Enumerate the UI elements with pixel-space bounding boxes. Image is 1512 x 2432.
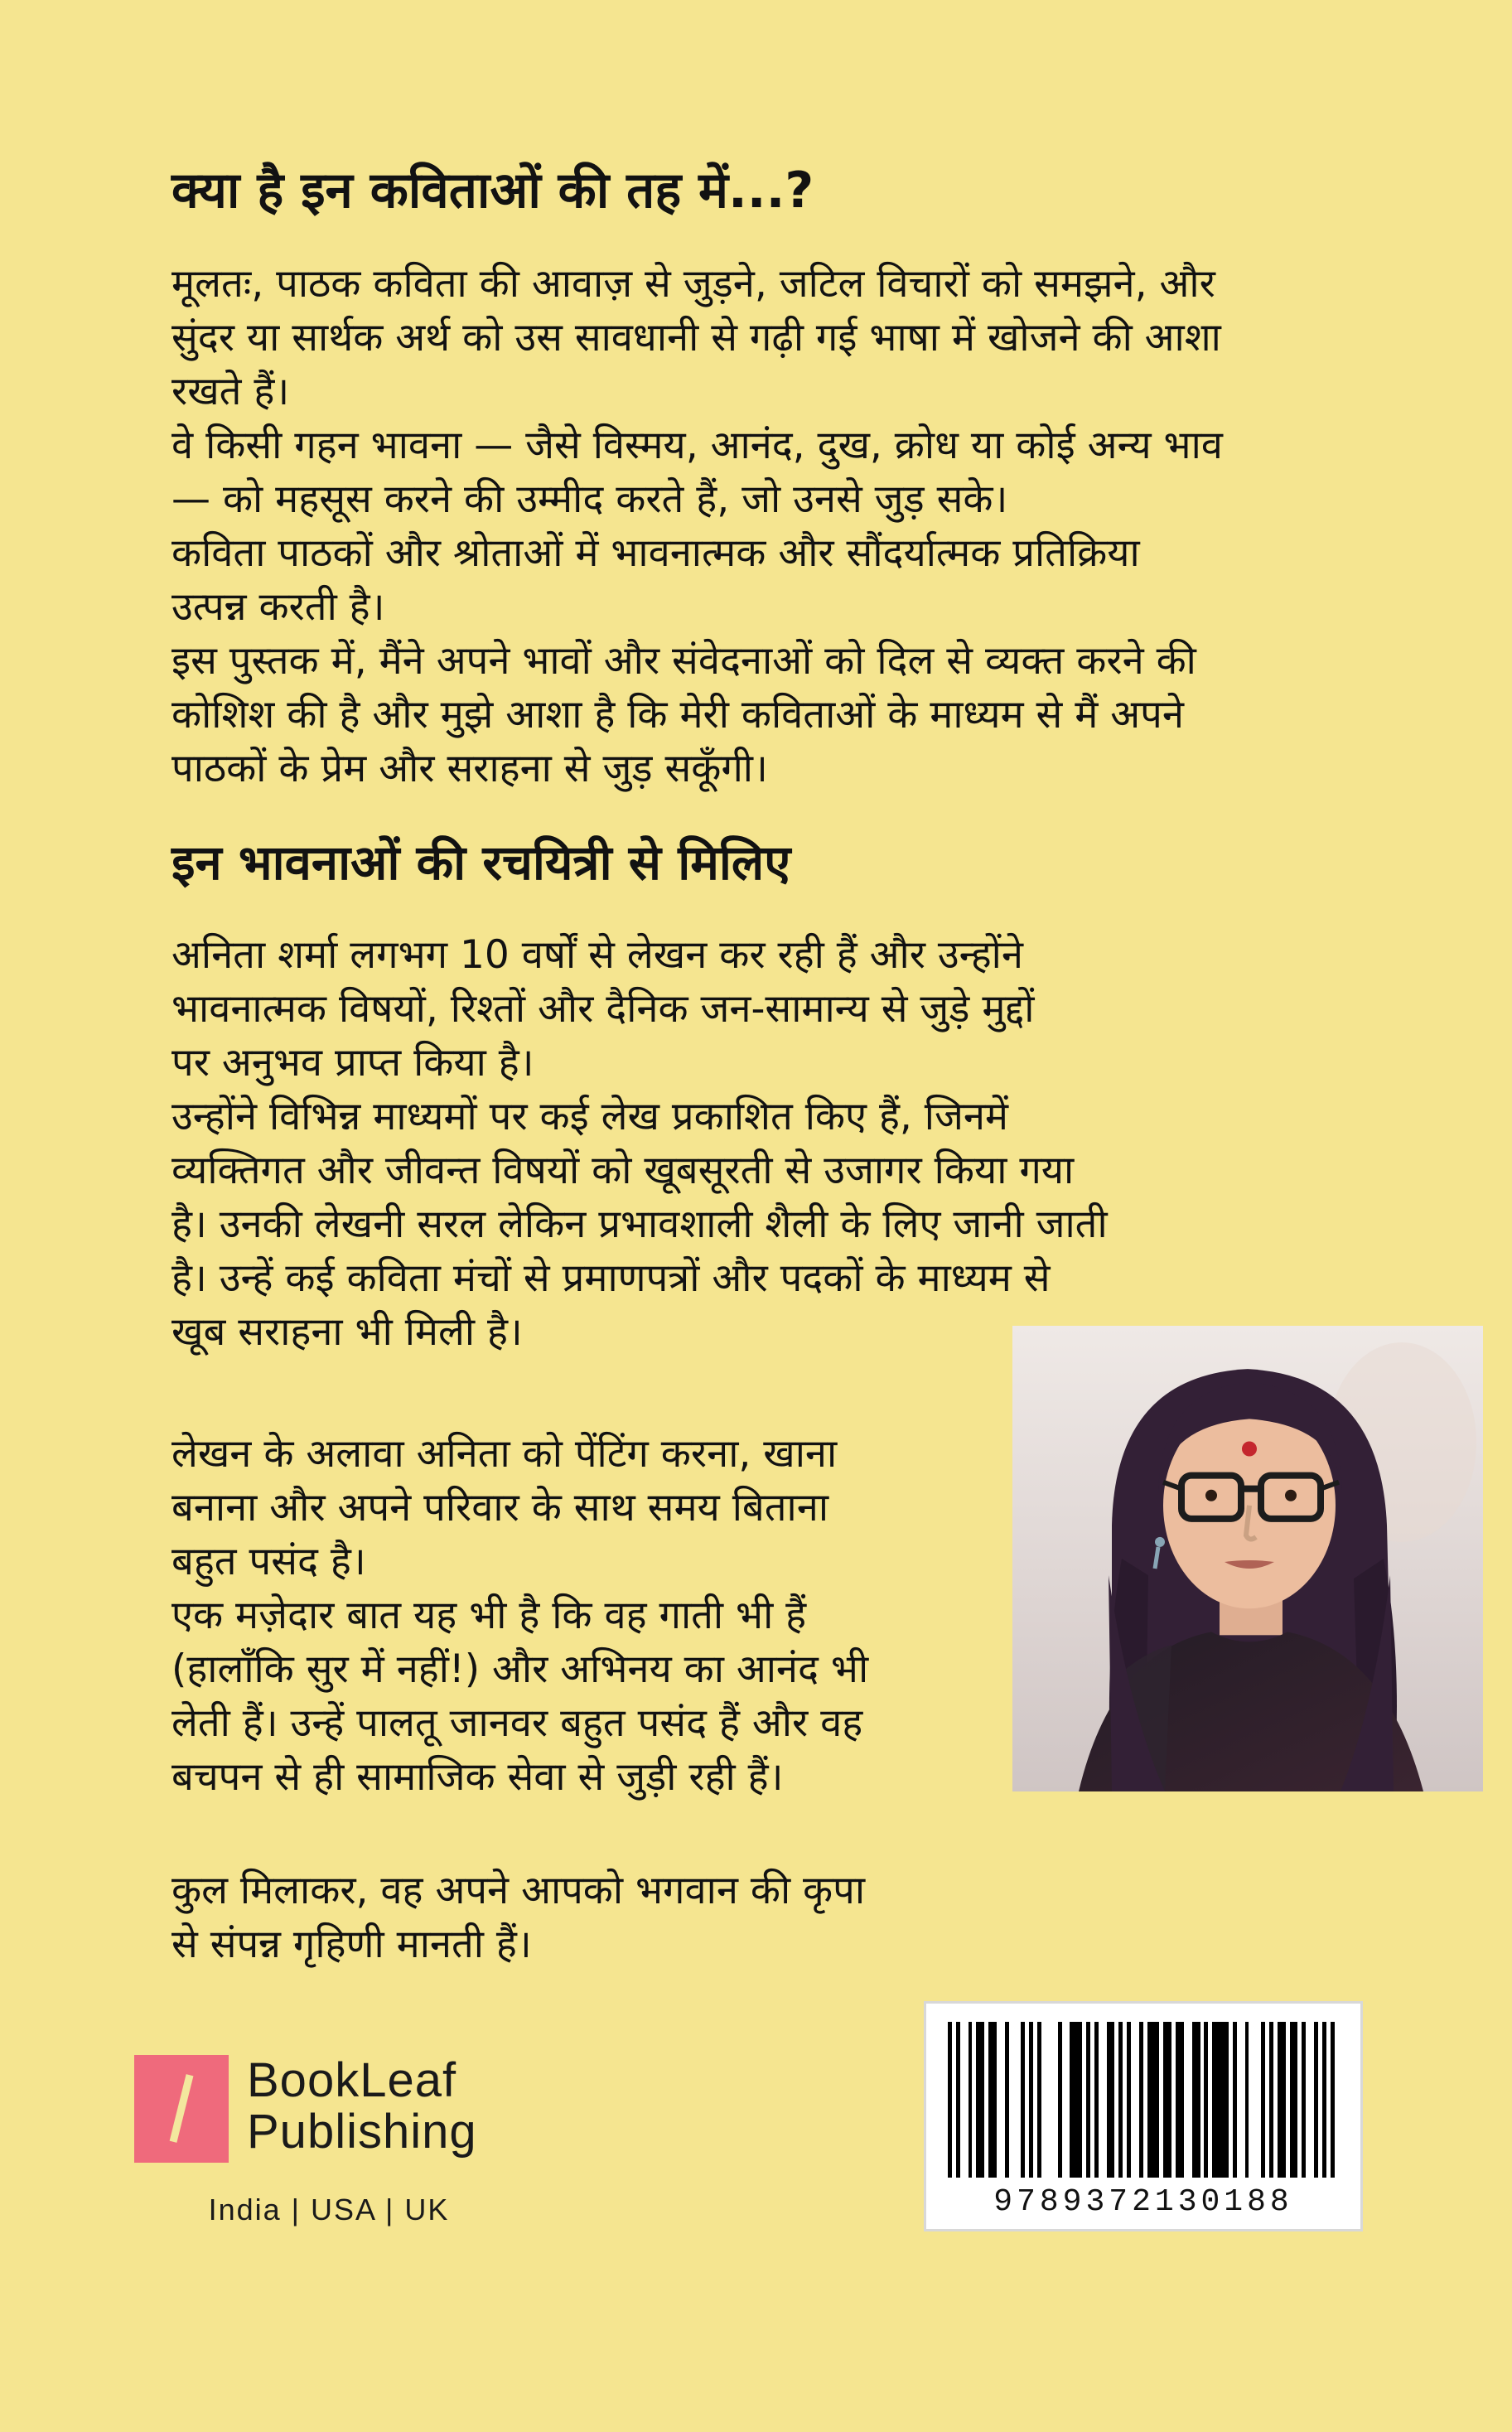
- publisher-name: [247, 2055, 477, 2158]
- publisher-block: [134, 2055, 524, 2227]
- slash-icon: [170, 2075, 194, 2144]
- isbn-barcode: [924, 2001, 1363, 2231]
- isbn-number: 9789372130188: [993, 2184, 1293, 2220]
- barcode-bars: [948, 2022, 1339, 2178]
- publisher-name-line1: BookLeaf: [247, 2053, 457, 2107]
- author-bio-paragraph-2: उन्होंने विभिन्न माध्यमों पर कई लेख प्रकाशित किए हैं, जिनमें व्यक्तिगत और जीवन्त विषयों को खूबसूरती से उजागर किया गया है। उनकी लेखनी सरल लेकिन प्रभावशाली शैली के लिए जानी जाती है। उन्हें कई कविता मंचों से प्रमाणपत्रों और पदकों के माध्यम से खूब सराहना भी मिली है।: [171, 1094, 1108, 1355]
- section1-paragraph-4: इस पुस्तक में, मैंने अपने भावों और संवेदनाओं को दिल से व्यक्त करने की कोशिश की है और मुझे आशा है कि मेरी कविताओं के माध्यम से मैं अपने पाठकों के प्रेम और सराहना से जुड़ सकूँगी।: [171, 638, 1196, 791]
- section1-paragraph-3: कविता पाठकों और श्रोताओं में भावनात्मक और सौंदर्यात्मक प्रतिक्रिया उत्पन्न करती है।: [171, 530, 1140, 630]
- author-bio-paragraph-3: लेखन के अलावा अनिता को पेंटिंग करना, खाना बनाना और अपने परिवार के साथ समय बिताना बहुत पसंद है।: [171, 1431, 838, 1584]
- section1-paragraph-2: वे किसी गहन भावना — जैसे विस्मय, आनंद, दुख, क्रोध या कोई अन्य भाव — को महसूस करने की उम्मीद करते हैं, जो उनसे जुड़ सके।: [171, 423, 1223, 522]
- section2-heading: इन भावनाओं की रचयित्री से मिलिए: [171, 834, 791, 891]
- publisher-name-line2: Publishing: [247, 2105, 477, 2159]
- publisher-logo-row: [134, 2055, 524, 2163]
- author-portrait-illustration: [1012, 1326, 1483, 1791]
- section1-paragraph-1: मूलतः, पाठक कविता की आवाज़ से जुड़ने, जटिल विचारों को समझने, और सुंदर या सार्थक अर्थ को उस सावधानी से गढ़ी गई भाषा में खोजने की आशा रखते हैं।: [171, 261, 1221, 414]
- bookleaf-logo-icon: [134, 2055, 229, 2163]
- publisher-regions: India | USA | UK: [208, 2193, 450, 2227]
- author-bio-paragraph-1: अनिता शर्मा लगभग 10 वर्षों से लेखन कर रही हैं और उन्होंने भावनात्मक विषयों, रिश्तों और दैनिक जन-सामान्य से जुड़े मुद्दों पर अनुभव प्राप्त किया है।: [171, 932, 1035, 1085]
- author-bio-paragraph-5: कुल मिलाकर, वह अपने आपको भगवान की कृपा से संपन्न गृहिणी मानती हैं।: [171, 1868, 866, 1967]
- author-bio-paragraph-4: एक मज़ेदार बात यह भी है कि वह गाती भी हैं (हालाँकि सुर में नहीं!) और अभिनय का आनंद भी लेती हैं। उन्हें पालतू जानवर बहुत पसंद हैं और वह बचपन से ही सामाजिक सेवा से जुड़ी रही हैं।: [171, 1593, 869, 1800]
- author-photo: [1012, 1326, 1483, 1791]
- section1-heading: क्या है इन कविताओं की तह में...?: [171, 162, 814, 220]
